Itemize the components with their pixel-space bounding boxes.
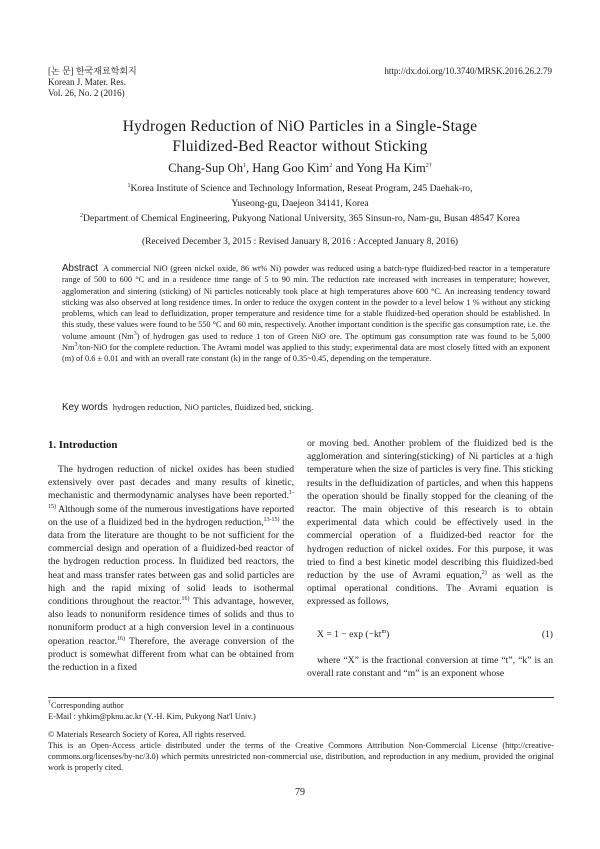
corresponding-author [48,700,554,711]
author-separator: , [245,161,253,175]
abstract-sup: 3 [133,331,137,338]
page-number: 79 [295,787,305,798]
abstract-text: A commercial NiO (green nickel oxide, 86 wt% Ni) powder was reduced using a batch-type fluidized-bed reactor in a temperature range of 500 to 600 °C and in a residence time range of 5 to 90 min. The reduction rate increased with increases in temperature; however, agglomeration and sintering (sticking) of Ni particles noticeably took place at high temperatures above 600 °C. An increasing tendency toward sticking was also observed at long residence times. In order to reduce the oxygen content in the powder to a level below 1 % without any sticking problems, which can lead to defluidization, proper temperature and residence time for a stable fluidized-bed operation should be established. In this study, these values were found to be 550 °C and 60 min, respectively. Another important condition is the specific gas consumption rate, i.e. the volume amount (Nm [62,264,550,341]
equation-lhs: X = 1 − exp (−kt [317,629,382,640]
affiliation-2 [0,211,600,226]
paragraph-text: or moving bed. Another problem of the fluidized bed is the agglomeration and sintering(sticking) of Ni particles at a high temperature when the size of particles is very fine. This sticking results in the defluidization of particles, and when this happens the operation should be finally stopped for the cleaning of the reactor. The main objective of this research is to obtain experimental data which could be effectively used in the commercial operation of a fluidized-bed reactor for the hydrogen reduction of nickel oxides. For this purpose, it was tried to find a best kinetic model describing this fluidized-bed reduction by the use of Avrami equation, [307,438,553,582]
affiliation-sup: 2 [80,212,84,219]
journal-name-english: Korean J. Mater. Res. [48,77,126,87]
doi-link[interactable]: http://dx.doi.org/10.3740/MRSK.2016.26.2.79 [384,66,552,76]
copyright-notice: © Materials Research Society of Korea, All rights reserved. [48,730,246,739]
equation-close: ) [386,629,390,640]
author-email: E-Mail : yhkim@pknu.ac.kr (Y.-H. Kim, Pukyong Nat'l Univ.) [48,712,256,721]
paragraph-text: This advantage, however, also leads to nonuniform residence times of solids and thus to nonuniform product at a high conversion level in a continuous operation reactor. [48,596,294,647]
affiliation-sup: 1 [127,182,131,189]
intro-paragraph [48,463,294,674]
left-column [48,463,294,674]
journal-name-korean: [논 문] 한국재료학회지 [48,66,137,76]
paragraph-text: Although some of the numerous investigations have reported on the use of a fluidized bed in the hydrogen reduction, [48,503,294,528]
intro-paragraph: where “X” is the fractional conversion at time “t”, “k” is an overall rate constant and “m” is an exponent whose [307,655,553,680]
paragraph-text: the data from the literature are thought to be not sufficient for the commercial design and operation of a fluidized-bed reactor of the hydrogen reduction process. In fluidized bed reactors, the heat and mass transfer rates between gas and solid particles are high and the rapid mixing of solid leads to isothermal conditions throughout the reactor. [48,516,294,608]
received-dates: (Received December 3, 2015 : Revised January 8, 2016 : Accepted January 8, 2016) [141,237,459,247]
keywords-label: Key words [62,402,108,413]
right-column-after-eq [307,654,553,680]
author-separator: and [332,161,357,175]
title-line-1: Hydrogen Reduction of NiO Particles in a Single-Stage [122,118,478,135]
equation-text [317,629,389,640]
author-name: Chang-Sup Oh [168,161,243,175]
intro-paragraph-cont [307,437,553,609]
citation-sup: 16) [117,635,125,642]
citation-sup: 1-15) [48,490,294,510]
equation-exponent: m [381,628,387,635]
equation-number: (1) [541,629,553,640]
author-name: Yong Ha Kim [356,161,426,175]
license-notice: This is an Open-Access article distributed under the terms of the Creative Commons Attribution Non-Commercial License (http://creative-commons.org/licenses/by-nc/3.0) which permits unrestricted non-commercial use, distribution, and reproduction in any medium, provided the original work is properly cited. [48,741,554,772]
affiliation-text: Korea Institute of Science and Technology Information, Reseat Program, 245 Daehak-ro, [130,183,473,194]
dagger-sup: † [48,700,51,707]
right-column [307,437,553,609]
affiliations [0,181,600,226]
keywords [62,402,550,413]
affiliation-1 [0,181,600,196]
author-name: Hang Goo Kim [252,161,330,175]
author-affil-sup: 2† [425,162,432,169]
paragraph-text: The hydrogen reduction of nickel oxides has been studied extensively over past decades and many results of kinetic, mechanistic and thermodynamic analyses have been reported. [48,464,294,502]
abstract-text: /ton-NiO for the complete reduction. The Avrami model was applied to this study; experimental data are most closely fitted with an exponent (m) of 0.6 ± 0.01 and with an overall rate constant (k) in the range of 0.35~0.45, depending on the temperature. [62,343,550,364]
author-affil-sup: 1 [242,162,246,169]
abstract-text: ) of hydrogen gas used to reduce 1 ton of Green NiO ore. The optimum gas consumption rate was found to be 5,000 Nm [62,331,550,353]
equation-1 [307,629,553,640]
affiliation-1-cont: Yuseong-gu, Daejeon 34141, Korea [231,198,369,209]
journal-header [48,66,137,99]
footnote-divider [48,697,554,698]
title-line-2: Fluidized-Bed Reactor without Sticking [172,138,428,155]
citation-sup: 2) [481,569,487,576]
author-affil-sup: 2 [329,162,333,169]
citation-sup: 16) [181,595,190,602]
paper-title [0,117,600,157]
abstract-sup: 3 [74,342,78,349]
paragraph-text: Therefore, the average conversion of the product is somewhat different from what can be obtained from the reduction in a fixed [48,635,295,674]
abstract-label: Abstract [62,263,98,274]
paragraph-text: as well as the optimal operational conditions. The Avrami equation is expressed as follows, [307,570,553,608]
footnotes [48,700,554,773]
keywords-text: hydrogen reduction, NiO particles, fluidized bed, sticking. [112,402,314,412]
citation-sup: 13-15) [263,516,280,523]
journal-volume: Vol. 26, No. 2 (2016) [48,88,125,98]
corresponding-label: Corresponding author [51,701,124,710]
section-heading: 1. Introduction [48,439,118,451]
abstract [62,263,550,365]
affiliation-text: Department of Chemical Engineering, Pukyong National University, 365 Sinsun-ro, Nam-gu, Busan 48547 Korea [83,213,520,224]
author-list [0,161,600,176]
